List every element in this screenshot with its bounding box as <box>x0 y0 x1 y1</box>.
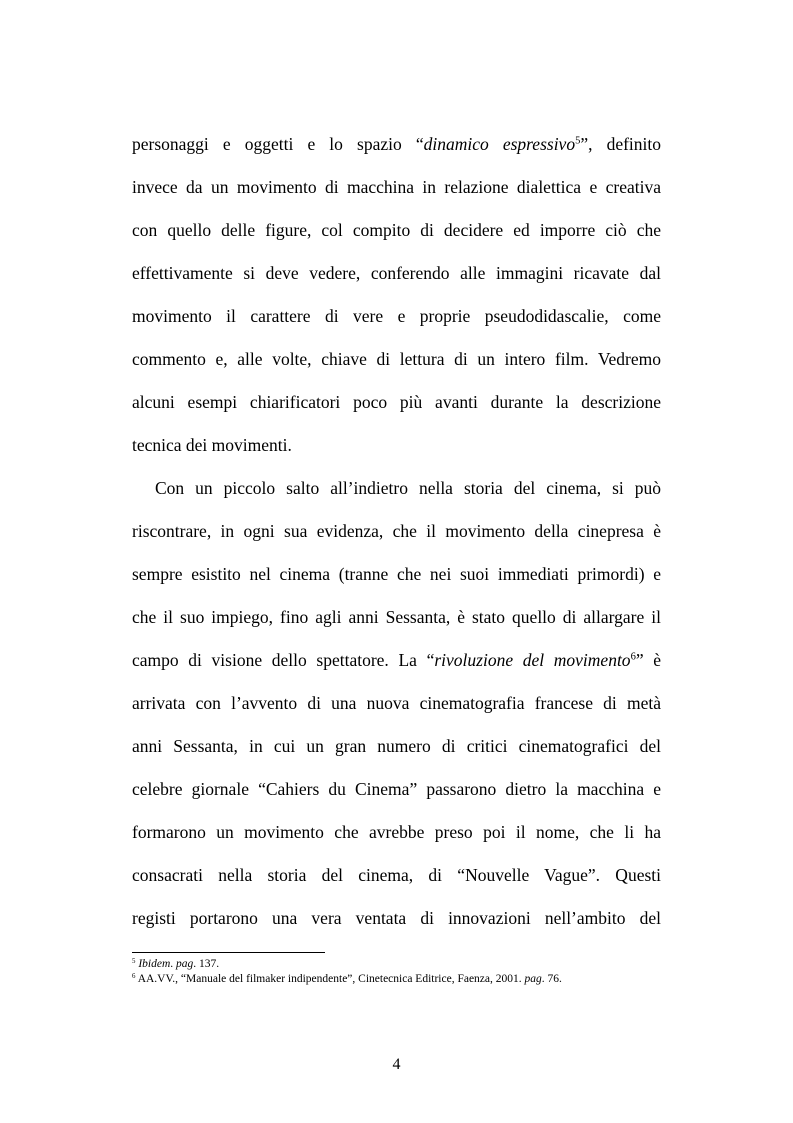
footnote-5 <box>132 957 219 971</box>
body-line-19: registi portarono una vera ventata di innovazioni nell’ambito del <box>132 908 661 928</box>
footnote-ref-5: 5 <box>575 135 581 147</box>
body-line-18: consacrati nella storia del cinema, di “Nouvelle Vague”. Questi <box>132 865 661 885</box>
footnote-separator <box>132 952 325 953</box>
italic-term: dinamico espressivo <box>423 134 576 154</box>
footnote-text: . <box>170 958 177 970</box>
body-line-16: celebre giornale “Cahiers du Cinema” passarono dietro la macchina e <box>132 779 661 799</box>
body-line-14: arrivata con l’avvento di una nuova cinematografia francese di metà <box>132 693 661 713</box>
footnote-number: 6 <box>132 972 136 980</box>
body-line-13 <box>132 649 661 671</box>
body-line-8: tecnica dei movimenti. <box>132 435 292 455</box>
italic-term: rivoluzione del movimento <box>434 650 631 670</box>
body-line-15: anni Sessanta, in cui un gran numero di critici cinematografici del <box>132 736 661 756</box>
body-line-11: sempre esistito nel cinema (tranne che nei suoi immediati primordi) e <box>132 564 661 584</box>
footnote-ref-6: 6 <box>630 651 636 663</box>
body-line-1 <box>132 133 661 155</box>
text-run: personaggi e oggetti e lo spazio “ <box>132 134 424 154</box>
body-line-10: riscontrare, in ogni sua evidenza, che il movimento della cinepresa è <box>132 521 661 541</box>
body-line-7: alcuni esempi chiarificatori poco più avanti durante la descrizione <box>132 392 661 412</box>
body-line-3: con quello delle figure, col compito di decidere ed imporre ciò che <box>132 220 661 240</box>
footnote-text: . 76. <box>541 973 562 985</box>
text-run: campo di visione dello spettatore. La “ <box>132 650 435 670</box>
footnote-text: AA.VV., “Manuale del filmaker indipendente”, Cinetecnica Editrice, Faenza, 2001. <box>135 973 525 985</box>
body-line-6: commento e, alle volte, chiave di lettura di un intero film. Vedremo <box>132 349 661 369</box>
body-line-12: che il suo impiego, fino agli anni Sessanta, è stato quello di allargare il <box>132 607 661 627</box>
footnote-italic: Ibidem <box>138 958 171 970</box>
text-run: ” è <box>635 650 661 670</box>
footnote-text: . 137. <box>193 958 220 970</box>
footnote-6 <box>132 972 562 986</box>
body-line-2: invece da un movimento di macchina in relazione dialettica e creativa <box>132 177 661 197</box>
footnote-italic: pag <box>524 973 542 985</box>
body-line-4: effettivamente si deve vedere, conferendo alle immagini ricavate dal <box>132 263 661 283</box>
body-line-9: Con un piccolo salto all’indietro nella storia del cinema, si può <box>155 478 661 498</box>
footnote-italic: pag <box>176 958 194 970</box>
page-number: 4 <box>392 1056 401 1073</box>
text-run: ”, definito <box>580 134 661 154</box>
footnote-number: 5 <box>132 957 136 965</box>
body-line-17: formarono un movimento che avrebbe preso poi il nome, che li ha <box>132 822 661 842</box>
body-line-5: movimento il carattere di vere e proprie pseudodidascalie, come <box>132 306 661 326</box>
